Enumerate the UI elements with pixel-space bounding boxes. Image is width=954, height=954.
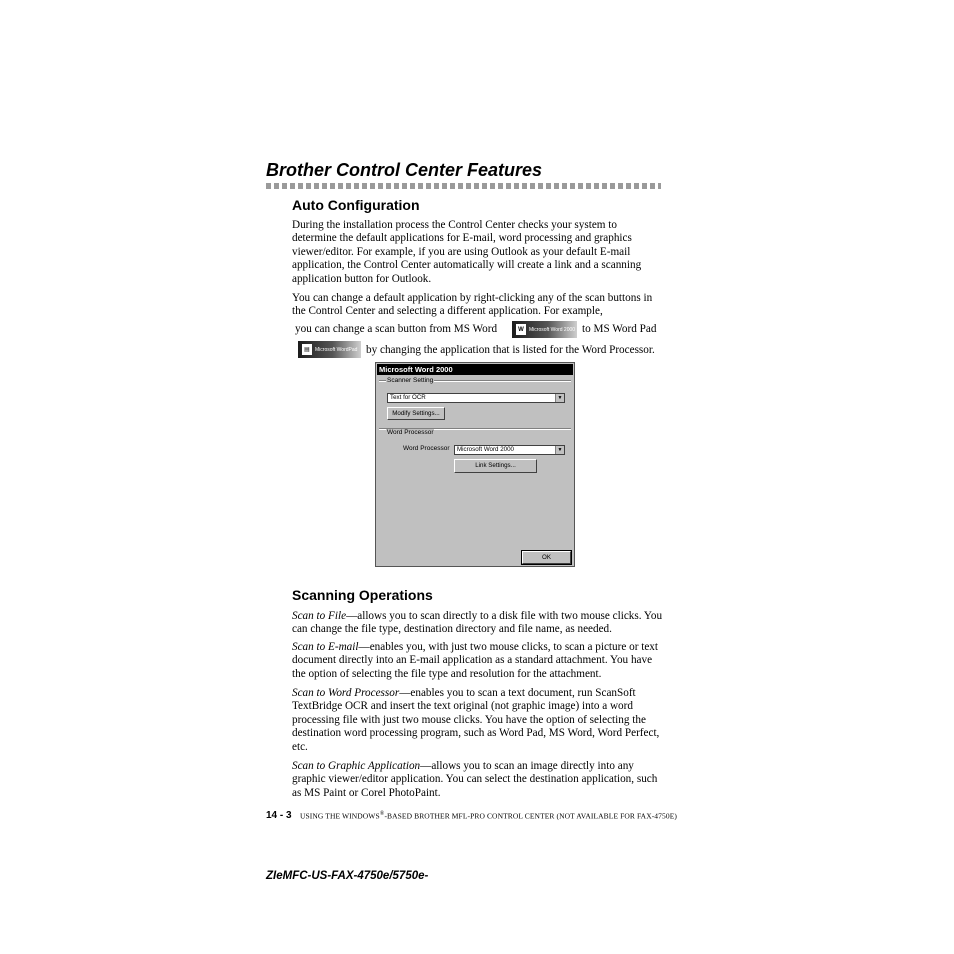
scan-to-email-term: Scan to E-mail bbox=[292, 641, 359, 653]
scan-to-email-text: —enables you, with just two mouse clicks, to scan a picture or text document directly into an E-mail application as a standard attachment. You have the option of selecting the file type and resolution for the attachment. bbox=[292, 641, 659, 680]
scan-to-word-processor-paragraph bbox=[292, 687, 664, 754]
scan-to-graphic-text: —allows you to scan an image directly into any graphic viewer/editor application. You can select the destination application, such as MS Paint or Corel PhotoPaint. bbox=[292, 760, 658, 799]
wordpad-icon: ▤ bbox=[302, 344, 312, 355]
footer-text-post: -BASED BROTHER MFL-PRO CONTROL CENTER (NOT AVAILABLE FOR FAX-4750E) bbox=[384, 811, 677, 821]
word-processor-value: Microsoft Word 2000 bbox=[457, 446, 514, 453]
example-line-after: to MS Word Pad bbox=[582, 323, 657, 335]
scan-to-file-text: —allows you to scan directly to a disk file with two mouse clicks. You can change the file type, destination directory and file name, as needed. bbox=[292, 610, 663, 636]
registered-mark: ® bbox=[379, 811, 385, 817]
link-settings-button[interactable]: Link Settings... bbox=[454, 459, 537, 473]
scanner-setting-group-label: Scanner Setting bbox=[387, 377, 434, 384]
document-id: ZIeMFC-US-FAX-4750e/5750e- bbox=[266, 870, 429, 882]
auto-config-paragraph-1: During the installation process the Control Center checks your system to determine the default applications for E-mail, word processing and graphics viewer/editor. For example, if you are using Outlook as your default E-mail application, the Control Center automatically will create a link and a scanning application button for Outlook. bbox=[292, 219, 642, 285]
scan-to-file-term: Scan to File bbox=[292, 610, 347, 622]
ms-wordpad-button-image bbox=[298, 341, 361, 358]
application-settings-dialog bbox=[375, 362, 575, 567]
scanner-setting-select[interactable] bbox=[387, 393, 565, 403]
chip-word-label: Microsoft Word 2000 bbox=[529, 326, 576, 333]
page-title: Brother Control Center Features bbox=[266, 160, 543, 180]
scanner-setting-value: Text for OCR bbox=[390, 394, 426, 401]
heading-auto-configuration: Auto Configuration bbox=[292, 197, 420, 213]
dialog-title: Microsoft Word 2000 bbox=[377, 364, 573, 375]
ok-button[interactable]: OK bbox=[522, 551, 571, 564]
footer-text-pre: USING THE WINDOWS bbox=[300, 811, 380, 821]
word-processor-group-label: Word Processor bbox=[387, 429, 434, 436]
running-footer bbox=[300, 811, 677, 821]
modify-settings-button[interactable]: Modify Settings... bbox=[387, 407, 445, 420]
scan-to-file-paragraph bbox=[292, 610, 664, 637]
scan-to-graphic-term: Scan to Graphic Application bbox=[292, 760, 421, 772]
title-dotted-rule bbox=[266, 183, 661, 189]
chevron-down-icon[interactable]: ▼ bbox=[555, 446, 564, 454]
scan-to-word-processor-term: Scan to Word Processor bbox=[292, 687, 400, 699]
scan-to-email-paragraph bbox=[292, 641, 664, 681]
chevron-down-icon[interactable]: ▼ bbox=[555, 394, 564, 402]
chip-wordpad-label: Microsoft WordPad bbox=[315, 346, 358, 353]
scan-to-word-processor-text: —enables you to scan a text document, run ScanSoft TextBridge OCR and insert the text original (not graphic image) into a word processing file with just two mouse clicks. You have the option of selecting the destination word processing program, such as Word Pad, MS Word, Word Perfect, etc. bbox=[292, 687, 660, 753]
word-processor-select[interactable] bbox=[454, 445, 565, 455]
example-line-before: you can change a scan button from MS Word bbox=[295, 323, 498, 335]
word-icon: W bbox=[516, 324, 526, 335]
scan-to-graphic-paragraph bbox=[292, 760, 664, 800]
ms-word-button-image bbox=[512, 321, 577, 338]
word-processor-label: Word Processor bbox=[403, 445, 450, 452]
page-number: 14 - 3 bbox=[266, 810, 292, 821]
heading-scanning-operations: Scanning Operations bbox=[292, 587, 433, 603]
auto-config-paragraph-2: You can change a default application by right-clicking any of the scan buttons in the Control Center and selecting a different application. For example, bbox=[292, 292, 653, 318]
example-line-b: by changing the application that is listed for the Word Processor. bbox=[366, 344, 655, 356]
